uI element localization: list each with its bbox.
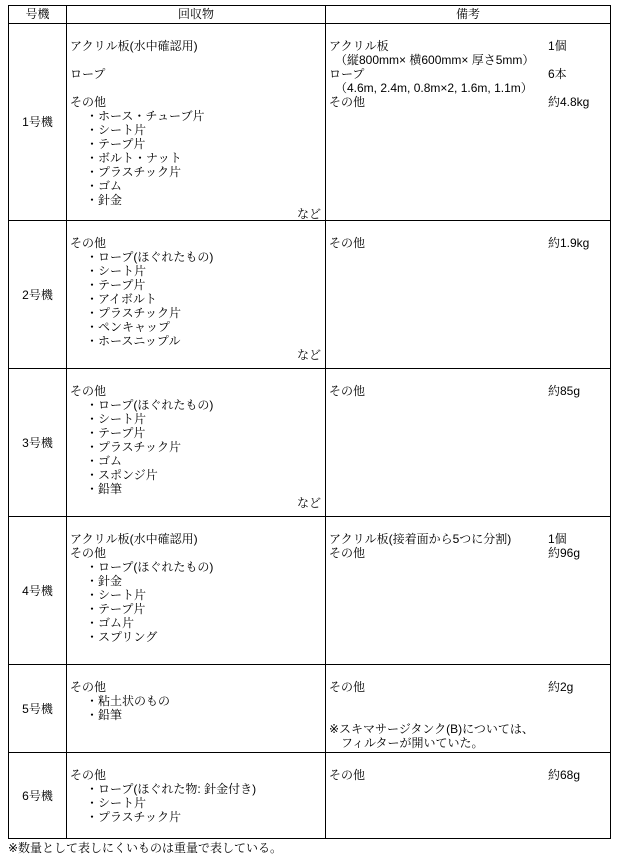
remark-label: その他 — [329, 384, 366, 398]
item-line: アクリル板(水中確認用) — [70, 39, 198, 53]
remarks-cell — [326, 221, 611, 369]
remark-line — [329, 546, 607, 560]
remarks-cell — [326, 24, 611, 221]
item-line: ・鉛筆 — [86, 482, 123, 496]
items-etc-note: など — [296, 496, 321, 510]
item-line: ・針金 — [86, 193, 123, 207]
column-header-items: 回収物 — [67, 6, 326, 24]
item-line: ・シート片 — [86, 588, 147, 602]
remark-amount: 約85g — [548, 384, 581, 398]
items-cell-content — [70, 222, 322, 361]
item-line: ロープ — [70, 67, 106, 81]
item-line: ・テープ片 — [86, 602, 146, 616]
item-line: ・プラスチック片 — [86, 306, 182, 320]
items-cell — [67, 753, 326, 839]
item-line: ・ゴム — [86, 454, 123, 468]
remark-label: （4.6m, 2.4m, 0.8m×2, 1.6m, 1.1m） — [329, 81, 533, 95]
item-line: ・スポンジ片 — [86, 468, 158, 482]
items-cell — [67, 369, 326, 517]
remark-line — [329, 222, 607, 236]
item-line: ・シート片 — [86, 123, 147, 137]
item-line: ・テープ片 — [86, 137, 146, 151]
remark-line — [329, 39, 607, 53]
remark-line — [329, 754, 607, 768]
remark-amount: 6本 — [548, 67, 567, 81]
remark-label: その他 — [329, 680, 366, 694]
table-row — [9, 24, 611, 221]
item-line — [70, 53, 322, 67]
remark-line — [329, 67, 607, 81]
item-line: ・針金 — [86, 574, 123, 588]
remarks-cell — [326, 665, 611, 753]
unit-cell: 2号機 — [9, 221, 67, 369]
remark-label — [329, 666, 548, 680]
item-line: その他 — [70, 95, 107, 109]
item-line: ・ホースニップル — [86, 334, 181, 348]
remark-label — [329, 370, 548, 384]
column-header-remarks: 備考 — [326, 6, 611, 24]
unit-cell: 1号機 — [9, 24, 67, 221]
remark-label — [329, 222, 548, 236]
remark-amount: 1個 — [548, 39, 567, 53]
item-line: ・ゴム片 — [86, 616, 135, 630]
item-line: ・シート片 — [86, 412, 147, 426]
remark-label: （縦800mm× 横600mm× 厚さ5mm） — [329, 53, 535, 67]
items-cell — [67, 665, 326, 753]
item-line: ・シート片 — [86, 264, 147, 278]
unit-cell: 3号機 — [9, 369, 67, 517]
items-cell-content — [70, 25, 322, 221]
item-line: ・粘土状のもの — [86, 694, 171, 708]
item-line: アクリル板(水中確認用) — [70, 532, 198, 546]
recovery-items-table — [8, 5, 611, 839]
table-row — [9, 665, 611, 753]
items-cell — [67, 221, 326, 369]
table-row — [9, 517, 611, 665]
item-line — [70, 222, 322, 236]
remark-amount: 約96g — [548, 546, 581, 560]
remark-amount: 約4.8kg — [548, 95, 590, 109]
items-cell-content — [70, 666, 322, 745]
remarks-cell — [326, 369, 611, 517]
item-line: ・テープ片 — [86, 278, 146, 292]
remarks-cell-content — [329, 754, 607, 831]
items-cell-content — [70, 754, 322, 831]
remark-line — [329, 694, 607, 708]
remark-label — [329, 694, 548, 708]
remark-label: その他 — [329, 768, 366, 782]
unit-cell: 6号機 — [9, 753, 67, 839]
items-cell-content — [70, 518, 322, 657]
header-row — [9, 6, 611, 24]
item-line: ・ロープ(ほぐれたもの) — [86, 398, 214, 412]
item-line: ・プラスチック片 — [86, 165, 182, 179]
remark-line — [329, 25, 607, 39]
item-line — [70, 81, 322, 95]
remark-line — [329, 518, 607, 532]
unit-cell: 4号機 — [9, 517, 67, 665]
items-etc-note: など — [296, 207, 321, 221]
remark-label: その他 — [329, 546, 366, 560]
item-line: その他 — [70, 236, 107, 250]
item-line: その他 — [70, 768, 107, 782]
remark-line — [329, 736, 607, 750]
remark-line — [329, 370, 607, 384]
remark-line — [329, 81, 607, 95]
item-line: ・スプリング — [86, 630, 158, 644]
remark-label — [329, 25, 548, 39]
remark-line — [329, 708, 607, 722]
remark-label — [329, 754, 548, 768]
table-row — [9, 753, 611, 839]
item-line: ・鉛筆 — [86, 708, 123, 722]
remark-amount: 1個 — [548, 532, 567, 546]
item-line: ・ゴム — [86, 179, 123, 193]
remark-label: フィルターが開いていた。 — [329, 736, 484, 750]
item-line — [70, 666, 322, 680]
remark-label: アクリル板 — [329, 39, 389, 53]
item-line: ・テープ片 — [86, 426, 146, 440]
remark-line — [329, 532, 607, 546]
items-cell — [67, 24, 326, 221]
item-line — [70, 370, 322, 384]
remark-label: アクリル板(接着面から5つに分割) — [329, 532, 512, 546]
item-line: その他 — [70, 384, 107, 398]
item-line — [70, 754, 322, 768]
remarks-cell — [326, 517, 611, 665]
unit-cell: 5号機 — [9, 665, 67, 753]
table-row — [9, 221, 611, 369]
remark-amount: 約1.9kg — [548, 236, 590, 250]
remarks-cell-content — [329, 518, 607, 657]
remark-amount: 約68g — [548, 768, 581, 782]
remark-line — [329, 95, 607, 109]
item-line: ・ロープ(ほぐれたもの) — [86, 560, 214, 574]
remarks-cell-content — [329, 370, 607, 509]
remark-label: ロープ — [329, 67, 365, 81]
remark-line — [329, 680, 607, 694]
column-header-unit: 号機 — [9, 6, 67, 24]
remark-label: その他 — [329, 236, 366, 250]
remarks-cell-content — [329, 666, 607, 750]
remark-line — [329, 722, 607, 736]
remark-line — [329, 53, 607, 67]
remarks-cell-content — [329, 25, 607, 213]
item-line: その他 — [70, 546, 107, 560]
remark-amount: 約2g — [548, 680, 574, 694]
item-line: ・ロープ(ほぐれた物: 針金付き) — [86, 782, 257, 796]
remark-line — [329, 384, 607, 398]
remarks-cell-content — [329, 222, 607, 361]
items-cell-content — [70, 370, 322, 509]
table-row — [9, 369, 611, 517]
item-line — [70, 518, 322, 532]
item-line: ・ホース・チューブ片 — [86, 109, 205, 123]
items-etc-note: など — [296, 348, 321, 362]
item-line: ・プラスチック片 — [86, 810, 182, 824]
weight-footnote: ※数量として表しにくいものは重量で表している。 — [8, 841, 283, 855]
item-line: ・ロープ(ほぐれたもの) — [86, 250, 214, 264]
remark-line — [329, 768, 607, 782]
remark-label: ※スキマサージタンク(B)については、 — [329, 722, 534, 736]
item-line — [70, 25, 322, 39]
item-line: ・アイボルト — [86, 292, 157, 306]
remarks-cell — [326, 753, 611, 839]
item-line: ・ボルト・ナット — [86, 151, 182, 165]
remark-label: その他 — [329, 95, 366, 109]
item-line: ・プラスチック片 — [86, 440, 182, 454]
items-cell — [67, 517, 326, 665]
item-line: ・ペンキャップ — [86, 320, 171, 334]
item-line: ・シート片 — [86, 796, 147, 810]
remark-label — [329, 518, 548, 532]
remark-label — [329, 708, 548, 722]
remark-line — [329, 236, 607, 250]
item-line: その他 — [70, 680, 107, 694]
remark-line — [329, 666, 607, 680]
